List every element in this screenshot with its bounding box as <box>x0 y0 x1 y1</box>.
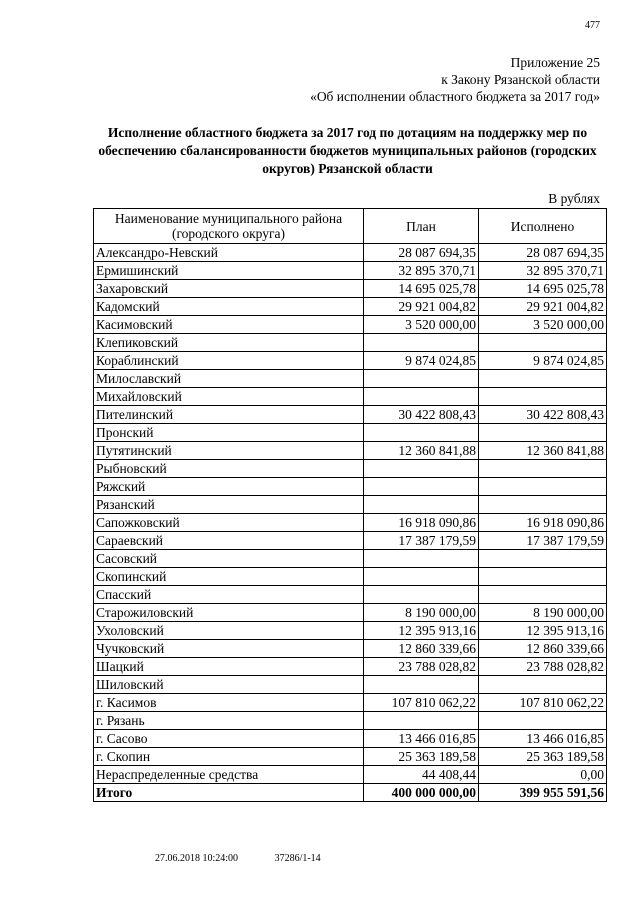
table-row <box>94 550 607 568</box>
table-header-row <box>94 209 607 244</box>
cell-plan: 32 895 370,71 <box>364 262 479 280</box>
cell-name: Шацкий <box>94 658 364 676</box>
cell-plan <box>364 550 479 568</box>
table-row <box>94 442 607 460</box>
cell-plan: 25 363 189,58 <box>364 748 479 766</box>
cell-executed: 30 422 808,43 <box>479 406 607 424</box>
cell-plan <box>364 370 479 388</box>
cell-executed: 0,00 <box>479 766 607 784</box>
table-row <box>94 334 607 352</box>
cell-name: Александро-Невский <box>94 244 364 262</box>
cell-executed: 8 190 000,00 <box>479 604 607 622</box>
table-row <box>94 370 607 388</box>
annex-line-2: к Закону Рязанской области <box>441 72 600 87</box>
table-row <box>94 586 607 604</box>
units-label: В рублях <box>548 191 600 206</box>
cell-executed: 32 895 370,71 <box>479 262 607 280</box>
table-row <box>94 730 607 748</box>
cell-executed <box>479 334 607 352</box>
table-body <box>94 244 607 802</box>
table-row <box>94 478 607 496</box>
cell-plan <box>364 496 479 514</box>
annex-line-1: Приложение 25 <box>510 55 600 70</box>
footer-doc-code: 37286/1-14 <box>274 853 321 864</box>
annex-header <box>180 54 600 105</box>
cell-plan: 8 190 000,00 <box>364 604 479 622</box>
page-number: 477 <box>585 20 600 31</box>
table-row <box>94 712 607 730</box>
table-row <box>94 604 607 622</box>
table-row <box>94 532 607 550</box>
cell-executed: 28 087 694,35 <box>479 244 607 262</box>
cell-plan: 44 408,44 <box>364 766 479 784</box>
cell-executed: 3 520 000,00 <box>479 316 607 334</box>
cell-executed: 14 695 025,78 <box>479 280 607 298</box>
cell-plan: 29 921 004,82 <box>364 298 479 316</box>
cell-name: Ермишинский <box>94 262 364 280</box>
table-row <box>94 640 607 658</box>
cell-plan: 13 466 016,85 <box>364 730 479 748</box>
cell-executed: 29 921 004,82 <box>479 298 607 316</box>
cell-executed: 23 788 028,82 <box>479 658 607 676</box>
cell-name: Сараевский <box>94 532 364 550</box>
cell-name: Захаровский <box>94 280 364 298</box>
cell-plan <box>364 676 479 694</box>
table-row <box>94 766 607 784</box>
cell-plan: 16 918 090,86 <box>364 514 479 532</box>
table-row <box>94 316 607 334</box>
cell-plan: 17 387 179,59 <box>364 532 479 550</box>
cell-name: Рыбновский <box>94 460 364 478</box>
cell-name: г. Сасово <box>94 730 364 748</box>
budget-table <box>93 208 607 802</box>
cell-name: Путятинский <box>94 442 364 460</box>
table-row <box>94 388 607 406</box>
cell-executed <box>479 496 607 514</box>
cell-plan: 9 874 024,85 <box>364 352 479 370</box>
table-row <box>94 262 607 280</box>
cell-executed: 16 918 090,86 <box>479 514 607 532</box>
cell-plan: 3 520 000,00 <box>364 316 479 334</box>
column-header-executed: Исполнено <box>479 209 607 244</box>
cell-name: Касимовский <box>94 316 364 334</box>
cell-plan: 28 087 694,35 <box>364 244 479 262</box>
cell-executed: 25 363 189,58 <box>479 748 607 766</box>
table-row <box>94 568 607 586</box>
table-row <box>94 244 607 262</box>
footer-timestamp: 27.06.2018 10:24:00 <box>155 853 239 864</box>
cell-executed <box>479 424 607 442</box>
cell-executed <box>479 676 607 694</box>
cell-name: Шиловский <box>94 676 364 694</box>
cell-plan: 12 395 913,16 <box>364 622 479 640</box>
cell-name: Нераспределенные средства <box>94 766 364 784</box>
table-row <box>94 280 607 298</box>
total-row <box>94 784 607 802</box>
table-row <box>94 460 607 478</box>
cell-plan: 30 422 808,43 <box>364 406 479 424</box>
cell-plan <box>364 478 479 496</box>
table-row <box>94 748 607 766</box>
table-row <box>94 406 607 424</box>
cell-executed <box>479 568 607 586</box>
cell-executed: 13 466 016,85 <box>479 730 607 748</box>
cell-name: Пронский <box>94 424 364 442</box>
cell-plan <box>364 586 479 604</box>
cell-name: Ухоловский <box>94 622 364 640</box>
cell-plan <box>364 568 479 586</box>
cell-name: Кораблинский <box>94 352 364 370</box>
table-row <box>94 676 607 694</box>
column-header-plan: План <box>364 209 479 244</box>
cell-executed <box>479 586 607 604</box>
table-row <box>94 352 607 370</box>
cell-plan <box>364 712 479 730</box>
cell-executed <box>479 460 607 478</box>
cell-plan: 400 000 000,00 <box>364 784 479 802</box>
cell-name: Сасовский <box>94 550 364 568</box>
cell-executed: 12 360 841,88 <box>479 442 607 460</box>
cell-executed: 12 395 913,16 <box>479 622 607 640</box>
cell-plan: 12 360 841,88 <box>364 442 479 460</box>
cell-name: Михайловский <box>94 388 364 406</box>
cell-plan <box>364 388 479 406</box>
cell-name: Итого <box>94 784 364 802</box>
cell-plan <box>364 334 479 352</box>
cell-name: Клепиковский <box>94 334 364 352</box>
cell-executed: 107 810 062,22 <box>479 694 607 712</box>
table-row <box>94 298 607 316</box>
cell-name: Милославский <box>94 370 364 388</box>
cell-name: Ряжский <box>94 478 364 496</box>
annex-line-3: «Об исполнении областного бюджета за 2017 год» <box>310 89 600 104</box>
cell-plan: 12 860 339,66 <box>364 640 479 658</box>
cell-executed: 12 860 339,66 <box>479 640 607 658</box>
table-row <box>94 424 607 442</box>
table-row <box>94 622 607 640</box>
table-row <box>94 658 607 676</box>
cell-name: Чучковский <box>94 640 364 658</box>
cell-plan: 23 788 028,82 <box>364 658 479 676</box>
cell-name: г. Рязань <box>94 712 364 730</box>
cell-name: Скопинский <box>94 568 364 586</box>
cell-name: Пителинский <box>94 406 364 424</box>
cell-executed: 9 874 024,85 <box>479 352 607 370</box>
cell-plan: 107 810 062,22 <box>364 694 479 712</box>
cell-name: Спасский <box>94 586 364 604</box>
cell-name: Рязанский <box>94 496 364 514</box>
cell-name: Старожиловский <box>94 604 364 622</box>
cell-plan <box>364 460 479 478</box>
footer <box>155 853 321 864</box>
cell-executed: 17 387 179,59 <box>479 532 607 550</box>
cell-name: Кадомский <box>94 298 364 316</box>
cell-executed <box>479 550 607 568</box>
cell-plan <box>364 424 479 442</box>
cell-executed: 399 955 591,56 <box>479 784 607 802</box>
cell-name: г. Скопин <box>94 748 364 766</box>
document-title: Исполнение областного бюджета за 2017 год по дотациям на поддержку мер по обеспечению сбалансированности бюджетов муниципальных районов (городских округов) Рязанской области <box>98 125 597 176</box>
cell-executed <box>479 388 607 406</box>
cell-executed <box>479 712 607 730</box>
table-row <box>94 496 607 514</box>
table-row <box>94 694 607 712</box>
cell-executed <box>479 370 607 388</box>
cell-plan: 14 695 025,78 <box>364 280 479 298</box>
cell-name: Сапожковский <box>94 514 364 532</box>
column-header-name: Наименование муниципального района (городского округа) <box>94 209 364 244</box>
cell-name: г. Касимов <box>94 694 364 712</box>
cell-executed <box>479 478 607 496</box>
table-row <box>94 514 607 532</box>
